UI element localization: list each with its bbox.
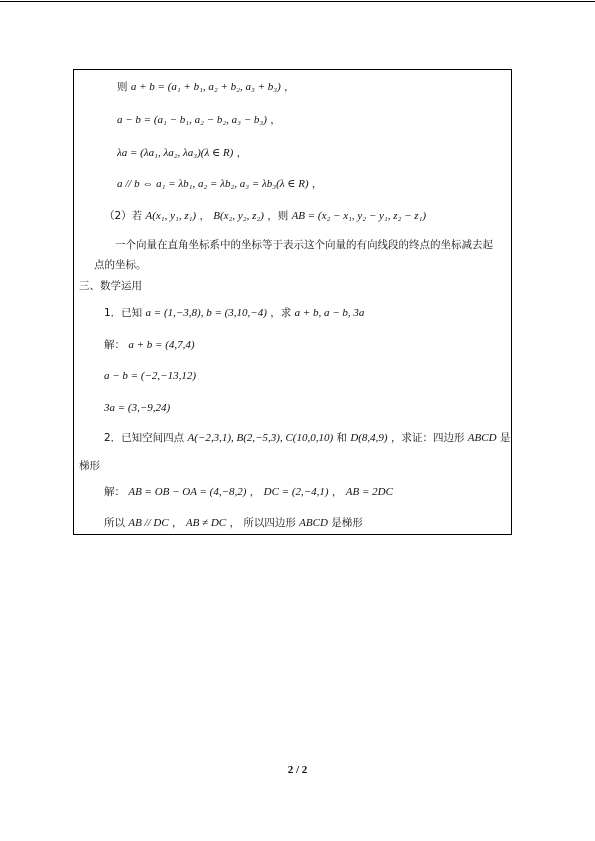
comma: ，: [331, 486, 343, 498]
text-then: ，则: [267, 210, 289, 222]
math-targets: a + b, a − b, 3a: [294, 307, 365, 319]
math-vector-ab: AB = (x₂ − x₁, y₂ − y₁, z₂ − z₁): [291, 210, 427, 222]
text-therefore: 所以: [104, 517, 125, 529]
formula-parallel: [117, 177, 322, 191]
math-point-d: D(8,4,9): [350, 432, 388, 444]
solution-label: 解：: [104, 486, 125, 498]
text-so-quadrilateral: ， 所以四边形: [229, 517, 296, 529]
text-prove: ，求证：四边形: [390, 432, 465, 444]
section-heading: 三、数学运用: [79, 280, 142, 292]
text-is-trapezoid: 是梯形: [331, 517, 363, 529]
solution-3: [104, 401, 170, 415]
comma: ，: [249, 486, 261, 498]
math-ab-equals-2dc: AB = 2DC: [345, 486, 393, 498]
math-point-a: A(x₁, y₁, z₁): [145, 210, 197, 222]
comma: ，: [236, 147, 248, 159]
example-1-label: 1．已知: [104, 307, 143, 319]
math-add: a + b = (a₁ + b₁, a₂ + b₂, a₃ + b₃): [130, 81, 281, 93]
math-ab-parallel-dc: AB // DC: [128, 517, 169, 529]
paragraph-coordinate-rule: 一个向量在直角坐标系中的坐标等于表示这个向量的有向线段的终点的坐标减去起点的坐标。: [94, 239, 493, 271]
text-find: ，求: [270, 307, 292, 319]
example-2: [104, 431, 510, 445]
math-abcd: ABCD: [467, 432, 497, 444]
formula-ab-coords: [104, 209, 426, 223]
text-and: 和: [336, 432, 347, 444]
math-vector-dc-value: DC = (2,−4,1): [263, 486, 329, 498]
text-then: 则: [117, 81, 128, 93]
solution-label: 解：: [104, 339, 125, 351]
solution-4: [104, 485, 393, 499]
math-scaled: 3a = (3,−9,24): [104, 402, 171, 414]
math-point-b: B(x₂, y₂, z₂): [213, 210, 264, 222]
math-sum: a + b = (4,7,4): [128, 339, 195, 351]
example-1: [104, 306, 364, 320]
top-rule: [0, 1, 595, 2]
math-vector-ab-value: AB = OB − OA = (4,−8,2): [128, 486, 247, 498]
comma: ，: [172, 517, 183, 529]
example-2-label: 2．已知空间四点: [104, 432, 185, 444]
math-sub: a − b = (a₁ − b₁, a₂ − b₂, a₃ − b₃): [117, 114, 267, 126]
math-scalar: λa = (λa₁, λa₂, λa₃)(λ ∈ R): [117, 147, 234, 159]
comma: ，: [284, 81, 295, 93]
formula-scalar: [117, 146, 247, 160]
solution-2: [104, 369, 196, 383]
comma: ，: [270, 114, 281, 126]
math-ab-not-equal-dc: AB ≠ DC: [185, 517, 227, 529]
formula-add: [117, 80, 295, 94]
math-parallel: a // b ⇔ a₁ = λb₁, a₂ = λb₂, a₃ = λb₃(λ ∈ R): [117, 178, 309, 190]
formula-sub: [117, 113, 281, 127]
content-frame: [73, 69, 512, 535]
math-difference: a − b = (−2,−13,12): [104, 370, 197, 382]
comma: ，: [311, 178, 323, 190]
example-2-continued: 梯形: [79, 460, 100, 472]
solution-1: [104, 338, 195, 352]
math-abcd: ABCD: [299, 517, 328, 529]
comma: ，: [199, 210, 210, 222]
math-given-vectors: a = (1,−3,8), b = (3,10,−4): [145, 307, 267, 319]
page-number: 2 / 2: [287, 764, 308, 776]
text-is: 是: [499, 432, 511, 444]
text-if: （2）若: [104, 210, 143, 222]
math-points-abc: A(−2,3,1), B(2,−5,3), C(10,0,10): [187, 432, 334, 444]
solution-5: [104, 516, 363, 530]
